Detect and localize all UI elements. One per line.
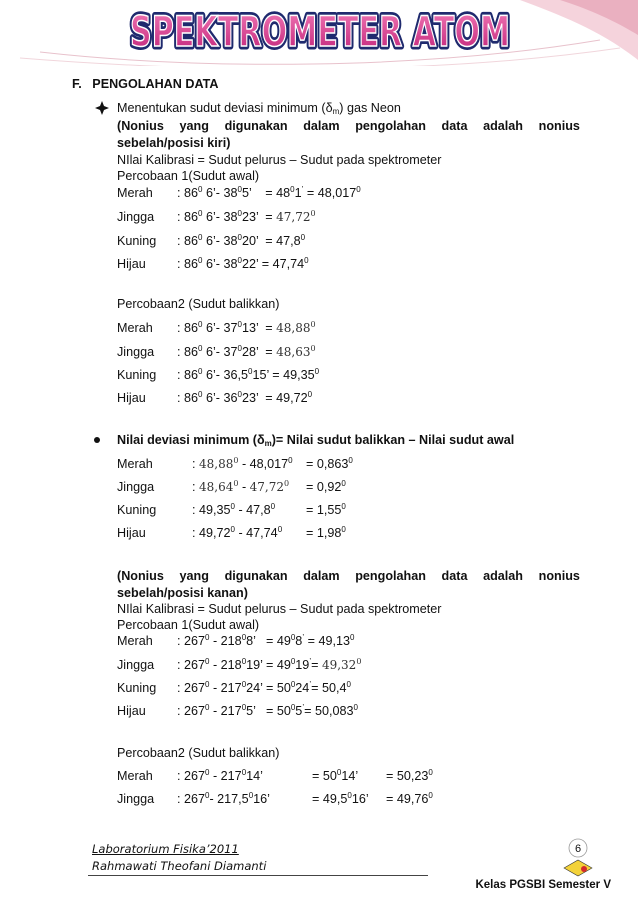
p1-left-label: Hijau xyxy=(117,257,146,271)
p2-left-label: Jingga xyxy=(117,345,155,359)
nonius-word: (Nonius xyxy=(117,119,164,133)
p2-right-expr: : $267^0-$ 217,5$^0$16’ xyxy=(177,791,270,806)
nonius-word: data xyxy=(441,119,468,133)
p1-left-expr: : $86^0$ 6’- $38^020$’ = $47,8^0$ xyxy=(177,233,306,248)
nonius-word: (Nonius xyxy=(117,569,164,583)
nonius-word: yang xyxy=(179,569,209,583)
p1-left-label: Merah xyxy=(117,186,153,200)
kalibrasi-right: NIlai Kalibrasi = Sudut pelurus – Sudut pada spektrometer xyxy=(117,602,442,616)
nonius-word: digunakan xyxy=(224,569,288,583)
section-heading: F. PENGOLAHAN DATA xyxy=(72,77,219,91)
diamond-bullet-icon xyxy=(95,101,109,115)
p1-right-expr: : $267^0 - 217^024$’ = $50^024^’= 50,4^0$ xyxy=(177,680,351,695)
p1-right-expr: : $267^0 - 218^019$’ = $49^019^’= 49,32^0$ xyxy=(177,657,362,672)
subheading: Menentukan sudut deviasi minimum $(\delta_m)$ gas Neon xyxy=(117,101,401,116)
percobaan2-left: Percobaan2 (Sudut balikkan) xyxy=(117,297,280,311)
deviasi-expr: : 49,35$^0$ - 47,8$^0$ xyxy=(192,502,276,517)
p2-right-mid: = $50^014$’ xyxy=(312,768,359,783)
deviasi-result: = $0,863^0$ xyxy=(306,456,353,471)
percobaan2-right: Percobaan2 (Sudut balikkan) xyxy=(117,746,280,760)
p2-right-result: = $49,76^0$ xyxy=(386,791,433,806)
p1-left-expr: : $86^0$ 6’- $38^023$’ = $47,72^0$ xyxy=(177,209,316,224)
nonius-word: adalah xyxy=(483,119,523,133)
nonius-word: pengolahan xyxy=(355,569,426,583)
nonius-word: dalam xyxy=(303,119,340,133)
footer-lab: Laboratorium Fisika’2011 xyxy=(92,842,239,856)
bullet-dot-icon xyxy=(94,437,100,443)
deviasi-result: = $1,98^0$ xyxy=(306,525,346,540)
page-number: 6 xyxy=(574,843,582,855)
p1-right-expr: : $267^0 - 218^08$’ = $49^08^’ = 49,13^0$ xyxy=(177,633,355,648)
p1-right-label: Jingga xyxy=(117,658,155,672)
p2-left-expr: : $86^0$ 6’- $37^013$’ = $48,88^0$ xyxy=(177,320,316,335)
banner-title-outline: SPEKTROMETER ATOM xyxy=(130,7,510,56)
deviasi-label: Merah xyxy=(117,457,153,471)
banner-title: SPEKTROMETER ATOM xyxy=(130,7,510,56)
nonius-left-line1 xyxy=(117,118,580,134)
footer-divider xyxy=(88,875,428,876)
footer-author: Rahmawati Theofani Diamanti xyxy=(92,859,267,873)
p2-left-expr: : $86^0$ 6’- $36^023$’ = $49,72^0$ xyxy=(177,390,313,405)
deviasi-heading: Nilai deviasi minimum $(\delta_m)=$ Nilai sudut balikkan – Nilai sudut awal xyxy=(117,433,515,448)
p1-right-label: Merah xyxy=(117,634,153,648)
percobaan1-left: Percobaan 1(Sudut awal) xyxy=(117,169,260,183)
p1-left-expr: : $86^0$ 6’- $38^05$’ = $48^01^’ = 48,017^0$ xyxy=(177,185,361,200)
nonius-right-line2: sebelah/posisi kanan) xyxy=(117,586,248,600)
p1-left-label: Kuning xyxy=(117,234,157,248)
p1-left-expr: : $86^0$ 6’- $38^022$’ = $47,74^0$ xyxy=(177,256,309,271)
percobaan1-right: Percobaan 1(Sudut awal) xyxy=(117,618,260,632)
deviasi-result: = $1,55^0$ xyxy=(306,502,346,517)
p2-left-expr: : $86^0$ 6’- $37^028$’ = $48,63^0$ xyxy=(177,344,316,359)
nonius-word: digunakan xyxy=(224,119,288,133)
deviasi-expr: : 48,64$^0$ - 47,72$^0$ xyxy=(192,479,290,494)
footer-kelas: Kelas PGSBI Semester V xyxy=(475,879,611,891)
p2-left-label: Kuning xyxy=(117,368,157,382)
nonius-word: pengolahan xyxy=(355,119,426,133)
p2-right-expr: : $267^0 - 217^014$’ xyxy=(177,768,263,783)
deviasi-label: Kuning xyxy=(117,503,157,517)
nonius-word: data xyxy=(441,569,468,583)
nonius-word: yang xyxy=(179,119,209,133)
p2-left-label: Merah xyxy=(117,321,153,335)
deviasi-expr: : 48,88$^0$ - 48,017$^0$ xyxy=(192,456,293,471)
nonius-word: dalam xyxy=(303,569,340,583)
p1-right-label: Hijau xyxy=(117,704,146,718)
p1-right-expr: : $267^0 - 217^05$’ = $50^05^’= 50,083^0$ xyxy=(177,703,358,718)
kalibrasi-left: NIlai Kalibrasi = Sudut pelurus – Sudut pada spektrometer xyxy=(117,153,442,167)
nonius-word: nonius xyxy=(538,119,580,133)
p1-left-label: Jingga xyxy=(117,210,155,224)
nonius-right-line1 xyxy=(117,568,580,584)
p2-left-label: Hijau xyxy=(117,391,146,405)
nonius-left-line2: sebelah/posisi kiri) xyxy=(117,136,231,150)
p2-right-label: Merah xyxy=(117,769,153,783)
deviasi-label: Hijau xyxy=(117,526,146,540)
p2-left-expr: : $86^0$ 6’- $36,5^015$’ = $49,35^0$ xyxy=(177,367,320,382)
page-number-badge xyxy=(558,838,598,878)
p2-right-label: Jingga xyxy=(117,792,155,806)
p2-right-result: = $50,23^0$ xyxy=(386,768,433,783)
p2-right-mid: = $49,5^016$’ xyxy=(312,791,369,806)
nonius-word: adalah xyxy=(483,569,523,583)
nonius-word: nonius xyxy=(538,569,580,583)
deviasi-expr: : 49,72$^0$ - 47,74$^0$ xyxy=(192,525,283,540)
p1-right-label: Kuning xyxy=(117,681,157,695)
deviasi-label: Jingga xyxy=(117,480,155,494)
deviasi-result: = $0,92^0$ xyxy=(306,479,346,494)
